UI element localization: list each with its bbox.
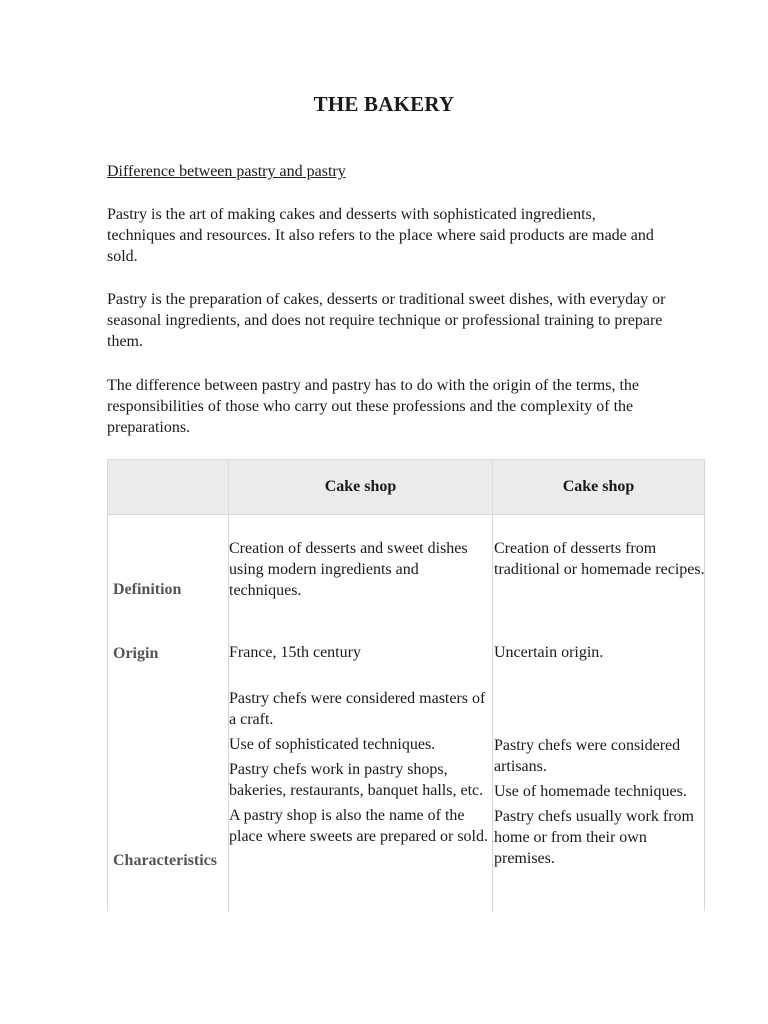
- characteristic-item: Pastry chefs were considered masters of a craft.: [229, 690, 486, 728]
- comparison-table: [107, 459, 705, 911]
- paragraph: The difference between pastry and pastry has to do with the origin of the terms, the responsibilities of those who carry out these professions and the complexity of the preparations.: [107, 377, 639, 436]
- characteristic-item: Pastry chefs work in pastry shops, bakeries, restaurants, banquet halls, etc.: [229, 761, 484, 799]
- row-label-definition: Definition: [113, 581, 182, 598]
- table-header-cell: Cake shop: [324, 478, 397, 495]
- row-label-characteristics: Characteristics: [113, 852, 217, 869]
- document-title: THE BAKERY: [313, 92, 455, 116]
- paragraph: Pastry is the preparation of cakes, desserts or traditional sweet dishes, with everyday or seasonal ingredients, and does not require technique or professional training to prepare them.: [107, 291, 666, 350]
- table-cell: Uncertain origin.: [494, 644, 604, 661]
- characteristic-item: Pastry chefs usually work from home or from their own premises.: [494, 808, 694, 867]
- characteristic-item: Pastry chefs were considered artisans.: [494, 737, 681, 775]
- table-cell: [494, 735, 705, 873]
- characteristic-item: A pastry shop is also the name of the place where sweets are prepared or sold.: [229, 807, 488, 845]
- table-cell: [229, 688, 493, 851]
- table-header-row: [108, 460, 704, 515]
- characteristic-item: Use of sophisticated techniques.: [229, 736, 436, 753]
- section-subheading: Difference between pastry and pastry: [107, 163, 346, 180]
- table-cell: Creation of desserts and sweet dishes using modern ingredients and techniques.: [229, 540, 468, 599]
- table-cell: Creation of desserts from traditional or homemade recipes.: [494, 540, 705, 578]
- table-cell: France, 15th century: [229, 644, 361, 661]
- table-header-cell: Cake shop: [562, 478, 635, 495]
- row-label-origin: Origin: [113, 645, 159, 662]
- characteristic-item: Use of homemade techniques.: [494, 783, 687, 800]
- paragraph: Pastry is the art of making cakes and desserts with sophisticated ingredients, techniques and resources. It also refers to the place where said products are made and sold.: [107, 206, 654, 265]
